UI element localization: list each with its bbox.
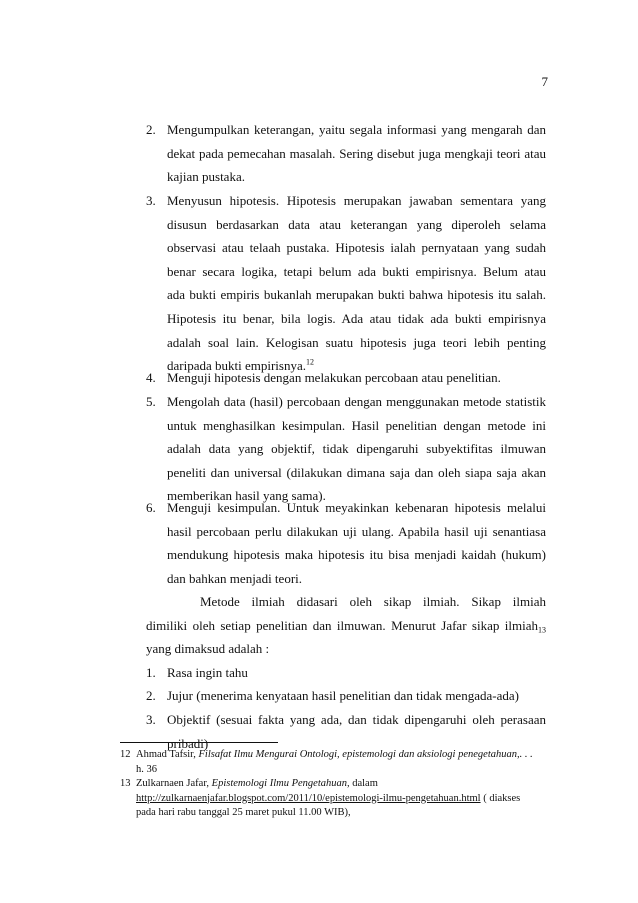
text-line: adalah soal lain. Kelogisan suatu hipotesis juga teori lebih penting (167, 334, 546, 350)
text-line: Menguji hipotesis dengan melakukan percobaan atau penelitian. (167, 370, 501, 385)
list-item-step-3 (146, 189, 546, 378)
list-number: 4. (146, 370, 156, 385)
text-line: Menguji kesimpulan. Untuk meyakinkan kebenaran hipotesis melalui (167, 500, 546, 515)
text-line: adalah data yang objektif, tidak dipengaruhi subyektifitas ilmuwan (167, 441, 546, 457)
footnote-ref-12: 12 (306, 357, 314, 367)
list-item-step-5 (146, 390, 546, 508)
list-item-attitude-1 (146, 661, 546, 685)
list-item-step-4 (146, 366, 546, 390)
list-number: 2. (146, 688, 156, 703)
footnote-divider (120, 742, 278, 743)
list-number: 6. (146, 500, 156, 515)
text-line: Jujur (menerima kenyataan hasil penelitian dan tidak mengada-ada) (167, 688, 519, 703)
page-number: 7 (541, 74, 548, 89)
footnote-page: h. 36 (136, 763, 157, 775)
text-line: hasil percobaan perlu dilakukan uji ulang. Apabila hasil uji senantiasa (167, 523, 546, 539)
text-line: mendukung hipotesis maka hipotesis itu bisa menjadi kaidah (hukum) (167, 547, 546, 563)
text-line: Menyusun hipotesis. Hipotesis merupakan jawaban sementara yang (167, 193, 546, 208)
text-line: Rasa ingin tahu (167, 665, 248, 680)
list-item-step-2 (146, 118, 546, 189)
footnote-13 (120, 777, 550, 821)
list-number: 1. (146, 665, 156, 680)
text-line: pribadi) (167, 735, 209, 751)
body-paragraph (146, 590, 546, 661)
text-line: Objektif (sesuai fakta yang ada, dan tidak dipengaruhi oleh perasaan (167, 712, 546, 727)
text-line: memberikan hasil yang sama). (167, 488, 326, 504)
list-number: 5. (146, 394, 156, 409)
footnote-ref-13: 13 (538, 624, 546, 634)
footnote-number: 13 (120, 778, 131, 789)
footnote-connector: dalam (352, 778, 378, 789)
list-item-step-6 (146, 496, 546, 590)
list-item-attitude-2 (146, 684, 546, 708)
text-line: untuk menghasilkan kesimpulan. Hasil penelitian dengan metode ini (167, 417, 546, 433)
text-line: ada bukti empiris bukanlah merupakan bukti bahwa hipotesis itu salah. (167, 287, 546, 303)
list-number: 3. (146, 193, 156, 208)
text-line: observasi atau telaah pustaka. Hipotesis ialah pernyataan yang sudah (167, 240, 546, 256)
text-line: dimiliki oleh setiap penelitian dan ilmuwan. Menurut Jafar sikap ilmiah (146, 617, 538, 633)
text-line: Metode ilmiah didasari oleh sikap ilmiah. Sikap ilmiah (200, 594, 546, 609)
footnote-author: Ahmad Tafsir, (136, 749, 196, 760)
footnote-accessed: ( diakses (483, 792, 521, 804)
text-line: kajian pustaka. (167, 169, 245, 185)
footnote-title: Epistemologi Ilmu Pengetahuan, (211, 778, 350, 789)
footnote-title: Filsafat Ilmu Mengurai Ontologi, epistemologi dan aksiologi penegetahuan,. . . (198, 749, 533, 760)
text-line: Mengumpulkan keterangan, yaitu segala informasi yang mengarah dan (167, 122, 546, 137)
text-line: daripada bukti empirisnya. (167, 358, 306, 374)
text-line: peneliti dan universal (dilakukan dimana saja dan oleh siapa saja akan (167, 464, 546, 480)
footnote-number: 12 (120, 749, 131, 760)
text-line: Mengolah data (hasil) percobaan dengan menggunakan metode statistik (167, 394, 546, 409)
text-line-with-footnote (146, 614, 546, 638)
text-line: disusun berdasarkan data atau keterangan yang diperoleh selama (167, 216, 546, 232)
list-number: 2. (146, 122, 156, 137)
text-line: benar secara logika, tetapi belum ada bukti empirisnya. Belum atau (167, 263, 546, 279)
footnote-12 (120, 748, 550, 777)
footnote-url-link[interactable]: http://zulkarnaenjafar.blogspot.com/2011/10/epistemologi-ilmu-pengetahuan.html (136, 792, 481, 804)
list-number: 3. (146, 712, 156, 727)
text-line: Hipotesis itu benar, bila logis. Ada atau tidak ada bukti empirisnya (167, 310, 546, 326)
text-line: yang dimaksud adalah : (146, 641, 270, 657)
text-line: dan bahkan menjadi teori. (167, 570, 303, 586)
footnote-author: Zulkarnaen Jafar, (136, 778, 210, 789)
text-line: dekat pada pemecahan masalah. Sering disebut juga mengkaji teori atau (167, 145, 546, 161)
footnote-accessed-date: pada hari rabu tanggal 25 maret pukul 11.00 WIB), (136, 807, 351, 818)
